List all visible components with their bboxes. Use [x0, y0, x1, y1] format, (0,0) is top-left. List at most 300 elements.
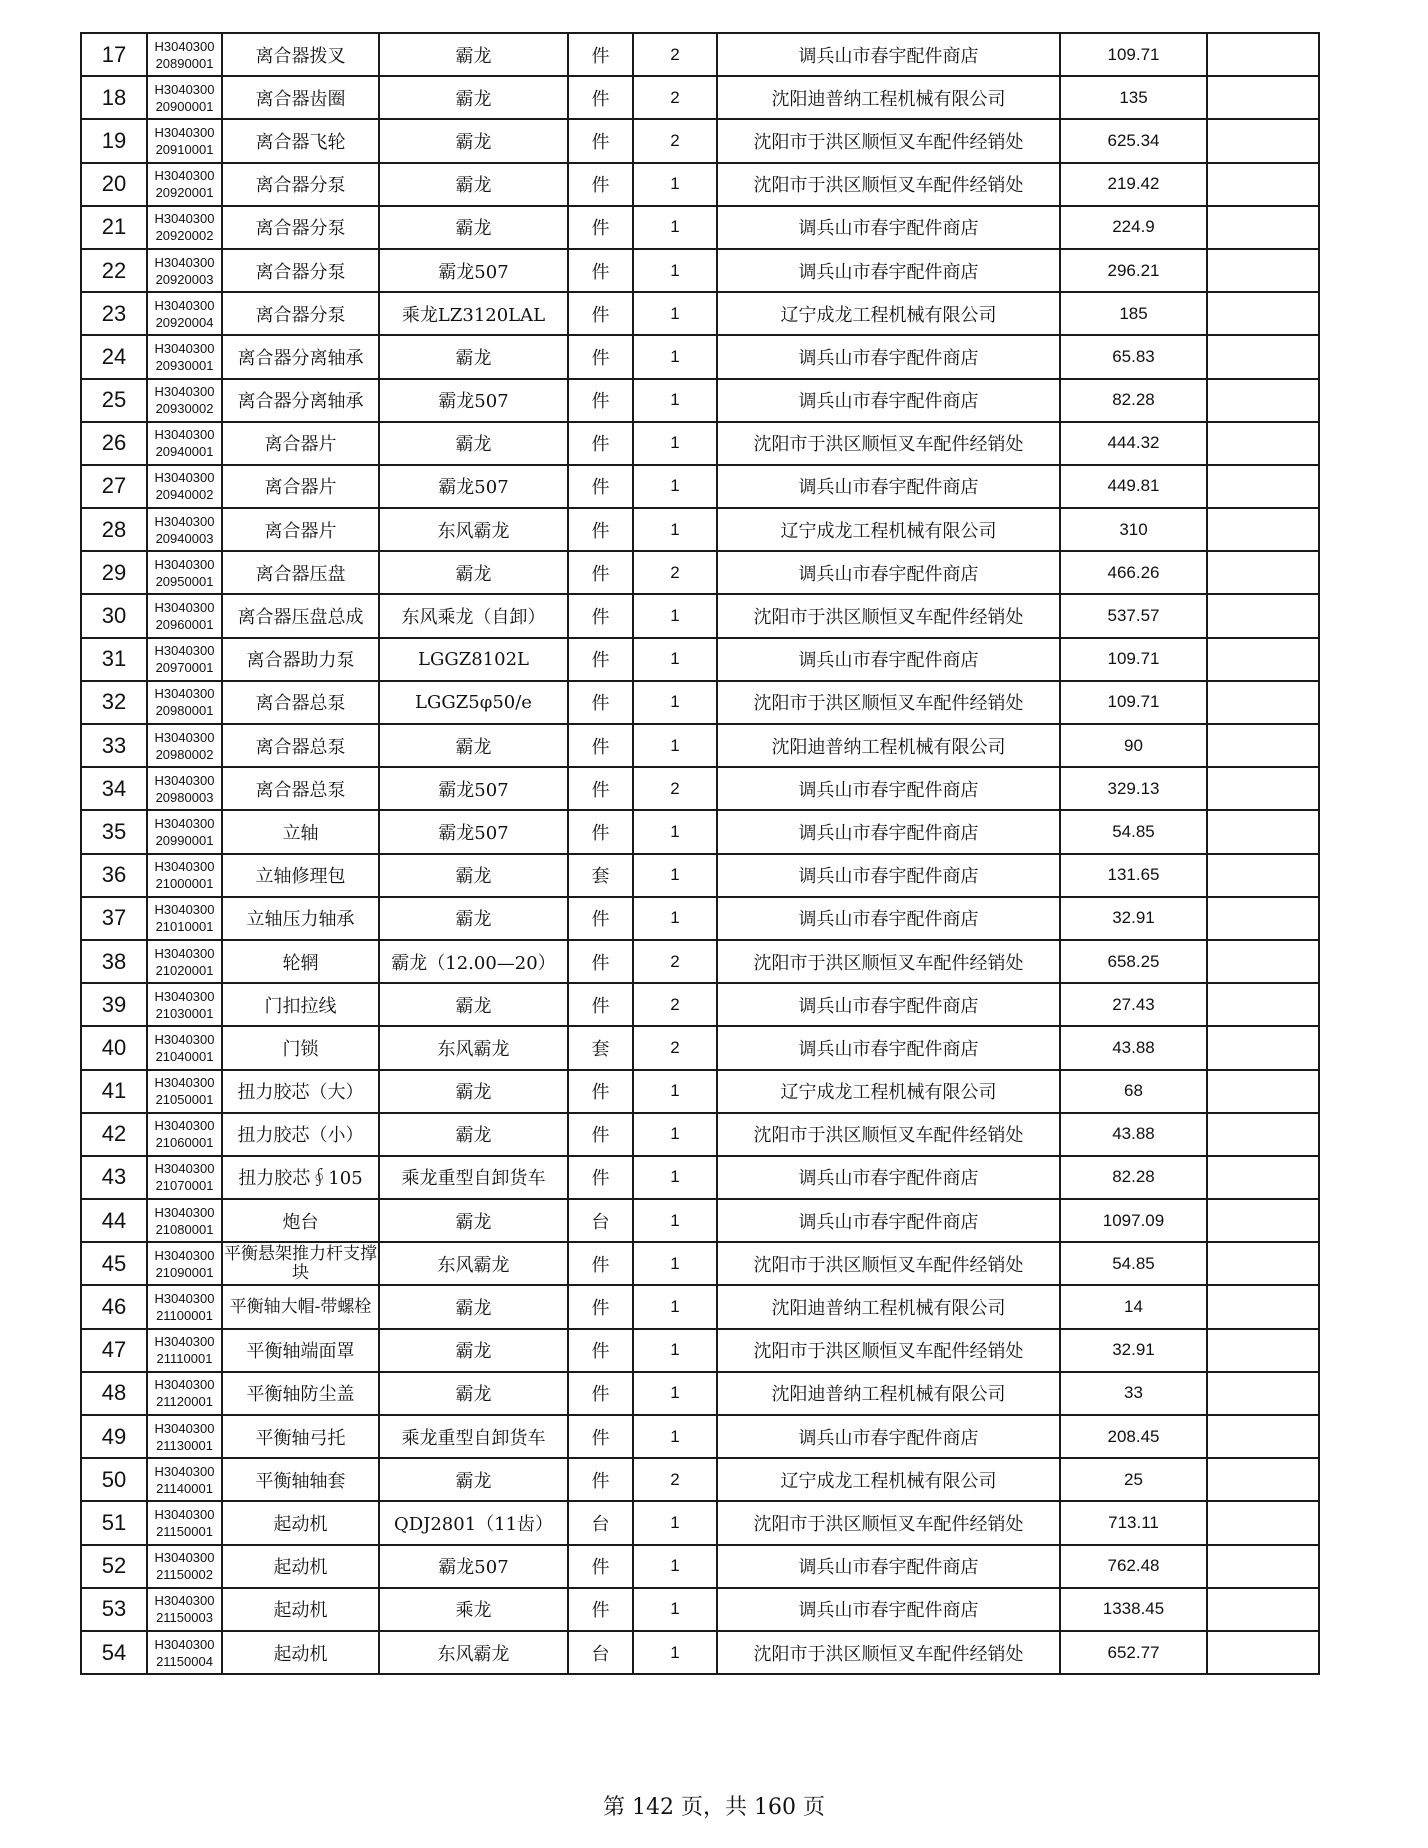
- part-name-cell: 平衡轴大帽-带螺栓: [222, 1285, 379, 1328]
- unit-cell: 件: [568, 249, 633, 292]
- material-code-suffix: 21080001: [155, 1221, 214, 1237]
- material-code-suffix: 21150002: [156, 1567, 213, 1583]
- part-name-cell: 平衡轴弓托: [222, 1415, 379, 1458]
- quantity-cell: 2: [633, 983, 717, 1026]
- part-name-cell: 离合器总泵: [222, 681, 379, 724]
- table-row: [81, 1242, 1319, 1285]
- supplier-cell: 辽宁成龙工程机械有限公司: [717, 1458, 1060, 1501]
- remark-cell: [1207, 249, 1319, 292]
- unit-cell: 台: [568, 1631, 633, 1674]
- remark-cell: [1207, 508, 1319, 551]
- table-row: [81, 551, 1319, 594]
- table-row: [81, 422, 1319, 465]
- row-number-cell: 22: [81, 249, 147, 292]
- material-code-prefix: H3040300: [154, 38, 215, 54]
- supplier-cell: 沈阳迪普纳工程机械有限公司: [717, 76, 1060, 119]
- model-spec-cell: 乘龙: [379, 1588, 568, 1631]
- part-name-cell: 起动机: [222, 1631, 379, 1674]
- material-code-cell: [147, 76, 222, 119]
- row-number-cell: 18: [81, 76, 147, 119]
- unit-price-cell: 32.91: [1060, 1329, 1207, 1372]
- unit-cell: 件: [568, 594, 633, 637]
- model-spec-cell: 霸龙: [379, 1329, 568, 1372]
- table-row: [81, 119, 1319, 162]
- material-code-prefix: H3040300: [154, 1377, 215, 1393]
- quantity-cell: 2: [633, 551, 717, 594]
- material-code-suffix: 20910001: [155, 141, 214, 157]
- supplier-cell: 调兵山市春宇配件商店: [717, 897, 1060, 940]
- row-number-cell: 23: [81, 292, 147, 335]
- table-row: [81, 465, 1319, 508]
- remark-cell: [1207, 206, 1319, 249]
- material-code-cell: [147, 119, 222, 162]
- unit-price-cell: 658.25: [1060, 940, 1207, 983]
- material-code-cell: [147, 206, 222, 249]
- remark-cell: [1207, 1113, 1319, 1156]
- material-code-cell: [147, 810, 222, 853]
- quantity-cell: 1: [633, 1372, 717, 1415]
- material-code-prefix: H3040300: [154, 556, 215, 572]
- supplier-cell: 调兵山市春宇配件商店: [717, 1156, 1060, 1199]
- unit-price-cell: 224.9: [1060, 206, 1207, 249]
- material-code-cell: [147, 1631, 222, 1674]
- material-code-cell: [147, 551, 222, 594]
- unit-cell: 件: [568, 422, 633, 465]
- part-name-cell: 离合器片: [222, 465, 379, 508]
- unit-price-cell: 762.48: [1060, 1545, 1207, 1588]
- unit-cell: 台: [568, 1199, 633, 1242]
- table-row: [81, 33, 1319, 76]
- remark-cell: [1207, 1415, 1319, 1458]
- supplier-cell: 调兵山市春宇配件商店: [717, 638, 1060, 681]
- unit-price-cell: 652.77: [1060, 1631, 1207, 1674]
- material-code-cell: [147, 249, 222, 292]
- part-name-cell: 立轴修理包: [222, 854, 379, 897]
- remark-cell: [1207, 1199, 1319, 1242]
- material-code-prefix: H3040300: [154, 1420, 215, 1436]
- supplier-cell: 沈阳市于洪区顺恒叉车配件经销处: [717, 681, 1060, 724]
- material-code-prefix: H3040300: [154, 297, 215, 313]
- part-name-cell: 门锁: [222, 1026, 379, 1069]
- remark-cell: [1207, 379, 1319, 422]
- part-name-cell: 立轴压力轴承: [222, 897, 379, 940]
- material-code-suffix: 21030001: [155, 1005, 214, 1021]
- table-row: [81, 1070, 1319, 1113]
- table-row: [81, 1329, 1319, 1372]
- material-code-cell: [147, 422, 222, 465]
- table-row: [81, 379, 1319, 422]
- unit-cell: 件: [568, 1458, 633, 1501]
- table-row: [81, 681, 1319, 724]
- part-name-cell: 门扣拉线: [222, 983, 379, 1026]
- material-code-suffix: 21140001: [156, 1480, 213, 1496]
- quantity-cell: 2: [633, 119, 717, 162]
- material-code-cell: [147, 1285, 222, 1328]
- remark-cell: [1207, 119, 1319, 162]
- quantity-cell: 1: [633, 292, 717, 335]
- quantity-cell: 1: [633, 206, 717, 249]
- table-row: [81, 1113, 1319, 1156]
- remark-cell: [1207, 897, 1319, 940]
- remark-cell: [1207, 810, 1319, 853]
- material-code-suffix: 20960001: [155, 617, 214, 633]
- material-code-prefix: H3040300: [154, 1031, 215, 1047]
- table-row: [81, 1588, 1319, 1631]
- remark-cell: [1207, 1588, 1319, 1631]
- remark-cell: [1207, 1372, 1319, 1415]
- row-number-cell: 21: [81, 206, 147, 249]
- remark-cell: [1207, 335, 1319, 378]
- remark-cell: [1207, 465, 1319, 508]
- supplier-cell: 调兵山市春宇配件商店: [717, 983, 1060, 1026]
- part-name-cell: 起动机: [222, 1588, 379, 1631]
- part-name-cell: 离合器分泵: [222, 163, 379, 206]
- remark-cell: [1207, 1070, 1319, 1113]
- part-name-cell: 离合器飞轮: [222, 119, 379, 162]
- unit-price-cell: 27.43: [1060, 983, 1207, 1026]
- material-code-prefix: H3040300: [154, 1204, 215, 1220]
- material-code-suffix: 21150001: [156, 1523, 213, 1539]
- supplier-cell: 沈阳市于洪区顺恒叉车配件经销处: [717, 940, 1060, 983]
- model-spec-cell: LGGZ5φ50/e: [379, 681, 568, 724]
- material-code-cell: [147, 983, 222, 1026]
- material-code-cell: [147, 724, 222, 767]
- model-spec-cell: 霸龙: [379, 33, 568, 76]
- material-code-cell: [147, 1458, 222, 1501]
- remark-cell: [1207, 638, 1319, 681]
- material-code-prefix: H3040300: [154, 1506, 215, 1522]
- unit-price-cell: 33: [1060, 1372, 1207, 1415]
- supplier-cell: 沈阳市于洪区顺恒叉车配件经销处: [717, 422, 1060, 465]
- row-number-cell: 40: [81, 1026, 147, 1069]
- supplier-cell: 沈阳市于洪区顺恒叉车配件经销处: [717, 163, 1060, 206]
- material-code-suffix: 21090001: [155, 1264, 214, 1280]
- material-code-cell: [147, 1545, 222, 1588]
- supplier-cell: 沈阳市于洪区顺恒叉车配件经销处: [717, 1329, 1060, 1372]
- material-code-suffix: 20940001: [155, 444, 214, 460]
- unit-cell: 件: [568, 681, 633, 724]
- material-code-suffix: 20980003: [155, 789, 214, 805]
- quantity-cell: 1: [633, 1156, 717, 1199]
- part-name-cell: 扭力胶芯∮105: [222, 1156, 379, 1199]
- quantity-cell: 1: [633, 1545, 717, 1588]
- quantity-cell: 1: [633, 379, 717, 422]
- supplier-cell: 沈阳市于洪区顺恒叉车配件经销处: [717, 1242, 1060, 1285]
- supplier-cell: 调兵山市春宇配件商店: [717, 1026, 1060, 1069]
- model-spec-cell: 乘龙LZ3120LAL: [379, 292, 568, 335]
- material-code-suffix: 21040001: [155, 1048, 214, 1064]
- model-spec-cell: 霸龙: [379, 1458, 568, 1501]
- material-code-cell: [147, 767, 222, 810]
- material-code-suffix: 21130001: [156, 1437, 213, 1453]
- row-number-cell: 26: [81, 422, 147, 465]
- row-number-cell: 53: [81, 1588, 147, 1631]
- material-code-prefix: H3040300: [154, 1593, 215, 1609]
- row-number-cell: 44: [81, 1199, 147, 1242]
- unit-cell: 件: [568, 508, 633, 551]
- unit-cell: 件: [568, 1070, 633, 1113]
- unit-cell: 件: [568, 76, 633, 119]
- model-spec-cell: 霸龙: [379, 335, 568, 378]
- row-number-cell: 52: [81, 1545, 147, 1588]
- row-number-cell: 54: [81, 1631, 147, 1674]
- quantity-cell: 1: [633, 681, 717, 724]
- supplier-cell: 调兵山市春宇配件商店: [717, 1588, 1060, 1631]
- row-number-cell: 25: [81, 379, 147, 422]
- row-number-cell: 36: [81, 854, 147, 897]
- part-name-cell: 起动机: [222, 1545, 379, 1588]
- material-code-suffix: 20950001: [155, 573, 214, 589]
- material-code-prefix: H3040300: [154, 1550, 215, 1566]
- material-code-suffix: 20930001: [155, 357, 214, 373]
- model-spec-cell: 霸龙: [379, 1285, 568, 1328]
- model-spec-cell: 霸龙: [379, 1199, 568, 1242]
- material-code-suffix: 20930002: [155, 401, 214, 417]
- material-code-cell: [147, 1156, 222, 1199]
- table-row: [81, 163, 1319, 206]
- remark-cell: [1207, 1329, 1319, 1372]
- table-row: [81, 724, 1319, 767]
- unit-cell: 件: [568, 767, 633, 810]
- quantity-cell: 2: [633, 76, 717, 119]
- row-number-cell: 33: [81, 724, 147, 767]
- unit-price-cell: 625.34: [1060, 119, 1207, 162]
- part-name-cell: 离合器总泵: [222, 767, 379, 810]
- row-number-cell: 27: [81, 465, 147, 508]
- material-code-suffix: 21150004: [156, 1653, 213, 1669]
- part-name-cell: 离合器分离轴承: [222, 379, 379, 422]
- row-number-cell: 41: [81, 1070, 147, 1113]
- supplier-cell: 沈阳市于洪区顺恒叉车配件经销处: [717, 1631, 1060, 1674]
- table-row: [81, 638, 1319, 681]
- model-spec-cell: LGGZ8102L: [379, 638, 568, 681]
- unit-cell: 件: [568, 163, 633, 206]
- material-code-prefix: H3040300: [154, 513, 215, 529]
- supplier-cell: 调兵山市春宇配件商店: [717, 551, 1060, 594]
- material-code-prefix: H3040300: [154, 1075, 215, 1091]
- part-name-cell: 立轴: [222, 810, 379, 853]
- remark-cell: [1207, 594, 1319, 637]
- material-code-prefix: H3040300: [154, 945, 215, 961]
- remark-cell: [1207, 1026, 1319, 1069]
- material-code-cell: [147, 1329, 222, 1372]
- material-code-suffix: 21010001: [155, 919, 214, 935]
- material-code-prefix: H3040300: [154, 729, 215, 745]
- part-name-cell: 离合器分离轴承: [222, 335, 379, 378]
- material-code-suffix: 20980001: [155, 703, 214, 719]
- supplier-cell: 辽宁成龙工程机械有限公司: [717, 508, 1060, 551]
- unit-price-cell: 43.88: [1060, 1026, 1207, 1069]
- table-row: [81, 335, 1319, 378]
- material-code-prefix: H3040300: [154, 1334, 215, 1350]
- remark-cell: [1207, 1545, 1319, 1588]
- unit-cell: 件: [568, 1329, 633, 1372]
- row-number-cell: 47: [81, 1329, 147, 1372]
- remark-cell: [1207, 292, 1319, 335]
- quantity-cell: 1: [633, 163, 717, 206]
- unit-price-cell: 14: [1060, 1285, 1207, 1328]
- model-spec-cell: 霸龙: [379, 724, 568, 767]
- material-code-prefix: H3040300: [154, 124, 215, 140]
- unit-cell: 件: [568, 1156, 633, 1199]
- material-code-suffix: 21120001: [156, 1394, 213, 1410]
- quantity-cell: 1: [633, 1242, 717, 1285]
- part-name-cell: 离合器压盘总成: [222, 594, 379, 637]
- material-code-prefix: H3040300: [154, 902, 215, 918]
- material-code-prefix: H3040300: [154, 988, 215, 1004]
- unit-cell: 件: [568, 335, 633, 378]
- model-spec-cell: 霸龙: [379, 897, 568, 940]
- unit-price-cell: 131.65: [1060, 854, 1207, 897]
- material-code-suffix: 20990001: [155, 832, 214, 848]
- quantity-cell: 1: [633, 465, 717, 508]
- remark-cell: [1207, 854, 1319, 897]
- row-number-cell: 48: [81, 1372, 147, 1415]
- quantity-cell: 2: [633, 767, 717, 810]
- material-code-prefix: H3040300: [154, 427, 215, 443]
- quantity-cell: 1: [633, 1199, 717, 1242]
- unit-cell: 件: [568, 119, 633, 162]
- unit-cell: 件: [568, 897, 633, 940]
- model-spec-cell: 霸龙: [379, 1372, 568, 1415]
- unit-cell: 件: [568, 379, 633, 422]
- supplier-cell: 辽宁成龙工程机械有限公司: [717, 1070, 1060, 1113]
- row-number-cell: 29: [81, 551, 147, 594]
- table-row: [81, 767, 1319, 810]
- material-code-suffix: 20900001: [155, 98, 214, 114]
- remark-cell: [1207, 1458, 1319, 1501]
- table-row: [81, 1501, 1319, 1544]
- row-number-cell: 49: [81, 1415, 147, 1458]
- supplier-cell: 调兵山市春宇配件商店: [717, 854, 1060, 897]
- unit-price-cell: 208.45: [1060, 1415, 1207, 1458]
- remark-cell: [1207, 551, 1319, 594]
- remark-cell: [1207, 940, 1319, 983]
- material-code-cell: [147, 1588, 222, 1631]
- part-name-cell: 离合器拨叉: [222, 33, 379, 76]
- part-name-cell: 起动机: [222, 1501, 379, 1544]
- unit-price-cell: 449.81: [1060, 465, 1207, 508]
- material-code-cell: [147, 1026, 222, 1069]
- model-spec-cell: 乘龙重型自卸货车: [379, 1156, 568, 1199]
- quantity-cell: 1: [633, 1113, 717, 1156]
- unit-price-cell: 54.85: [1060, 810, 1207, 853]
- supplier-cell: 沈阳市于洪区顺恒叉车配件经销处: [717, 1501, 1060, 1544]
- remark-cell: [1207, 1501, 1319, 1544]
- table-row: [81, 897, 1319, 940]
- material-code-prefix: H3040300: [154, 815, 215, 831]
- row-number-cell: 37: [81, 897, 147, 940]
- material-code-cell: [147, 163, 222, 206]
- remark-cell: [1207, 1285, 1319, 1328]
- supplier-cell: 调兵山市春宇配件商店: [717, 1199, 1060, 1242]
- quantity-cell: 2: [633, 1026, 717, 1069]
- material-code-prefix: H3040300: [154, 1291, 215, 1307]
- row-number-cell: 38: [81, 940, 147, 983]
- model-spec-cell: 霸龙: [379, 206, 568, 249]
- supplier-cell: 沈阳市于洪区顺恒叉车配件经销处: [717, 119, 1060, 162]
- material-code-suffix: 20980002: [155, 746, 214, 762]
- material-code-prefix: H3040300: [154, 1463, 215, 1479]
- material-code-suffix: 20940003: [155, 530, 214, 546]
- material-code-prefix: H3040300: [154, 772, 215, 788]
- quantity-cell: 1: [633, 249, 717, 292]
- row-number-cell: 28: [81, 508, 147, 551]
- row-number-cell: 39: [81, 983, 147, 1026]
- material-code-prefix: H3040300: [154, 1118, 215, 1134]
- material-code-cell: [147, 1415, 222, 1458]
- material-code-prefix: H3040300: [154, 211, 215, 227]
- unit-cell: 台: [568, 1501, 633, 1544]
- material-code-suffix: 20920004: [155, 314, 214, 330]
- row-number-cell: 20: [81, 163, 147, 206]
- material-code-prefix: H3040300: [154, 1247, 215, 1263]
- remark-cell: [1207, 983, 1319, 1026]
- unit-price-cell: 713.11: [1060, 1501, 1207, 1544]
- material-code-cell: [147, 897, 222, 940]
- remark-cell: [1207, 724, 1319, 767]
- material-code-cell: [147, 1070, 222, 1113]
- unit-price-cell: 90: [1060, 724, 1207, 767]
- unit-cell: 件: [568, 1113, 633, 1156]
- material-code-cell: [147, 1501, 222, 1544]
- table-row: [81, 1415, 1319, 1458]
- quantity-cell: 1: [633, 508, 717, 551]
- material-code-cell: [147, 940, 222, 983]
- quantity-cell: 1: [633, 1501, 717, 1544]
- quantity-cell: 1: [633, 1631, 717, 1674]
- part-name-cell: 平衡轴端面罩: [222, 1329, 379, 1372]
- table-row: [81, 810, 1319, 853]
- part-name-cell: 轮辋: [222, 940, 379, 983]
- quantity-cell: 2: [633, 33, 717, 76]
- supplier-cell: 调兵山市春宇配件商店: [717, 810, 1060, 853]
- material-code-cell: [147, 292, 222, 335]
- row-number-cell: 50: [81, 1458, 147, 1501]
- material-code-cell: [147, 1113, 222, 1156]
- table-row: [81, 1545, 1319, 1588]
- supplier-cell: 调兵山市春宇配件商店: [717, 1415, 1060, 1458]
- material-code-suffix: 21060001: [155, 1135, 214, 1151]
- unit-cell: 件: [568, 1588, 633, 1631]
- unit-price-cell: 68: [1060, 1070, 1207, 1113]
- model-spec-cell: 东风乘龙（自卸）: [379, 594, 568, 637]
- material-code-cell: [147, 1242, 222, 1285]
- material-code-prefix: H3040300: [154, 600, 215, 616]
- unit-price-cell: 1338.45: [1060, 1588, 1207, 1631]
- material-code-suffix: 21020001: [155, 962, 214, 978]
- row-number-cell: 42: [81, 1113, 147, 1156]
- unit-cell: 件: [568, 1242, 633, 1285]
- model-spec-cell: 霸龙（12.00—20）: [379, 940, 568, 983]
- material-code-prefix: H3040300: [154, 686, 215, 702]
- unit-price-cell: 444.32: [1060, 422, 1207, 465]
- quantity-cell: 1: [633, 1415, 717, 1458]
- unit-price-cell: 310: [1060, 508, 1207, 551]
- table-row: [81, 508, 1319, 551]
- table-row: [81, 1156, 1319, 1199]
- remark-cell: [1207, 33, 1319, 76]
- quantity-cell: 1: [633, 422, 717, 465]
- row-number-cell: 35: [81, 810, 147, 853]
- unit-cell: 件: [568, 551, 633, 594]
- unit-price-cell: 82.28: [1060, 379, 1207, 422]
- part-name-cell: 扭力胶芯（小）: [222, 1113, 379, 1156]
- part-name-cell: 平衡轴轴套: [222, 1458, 379, 1501]
- material-code-suffix: 20920001: [155, 185, 214, 201]
- model-spec-cell: 霸龙507: [379, 1545, 568, 1588]
- row-number-cell: 32: [81, 681, 147, 724]
